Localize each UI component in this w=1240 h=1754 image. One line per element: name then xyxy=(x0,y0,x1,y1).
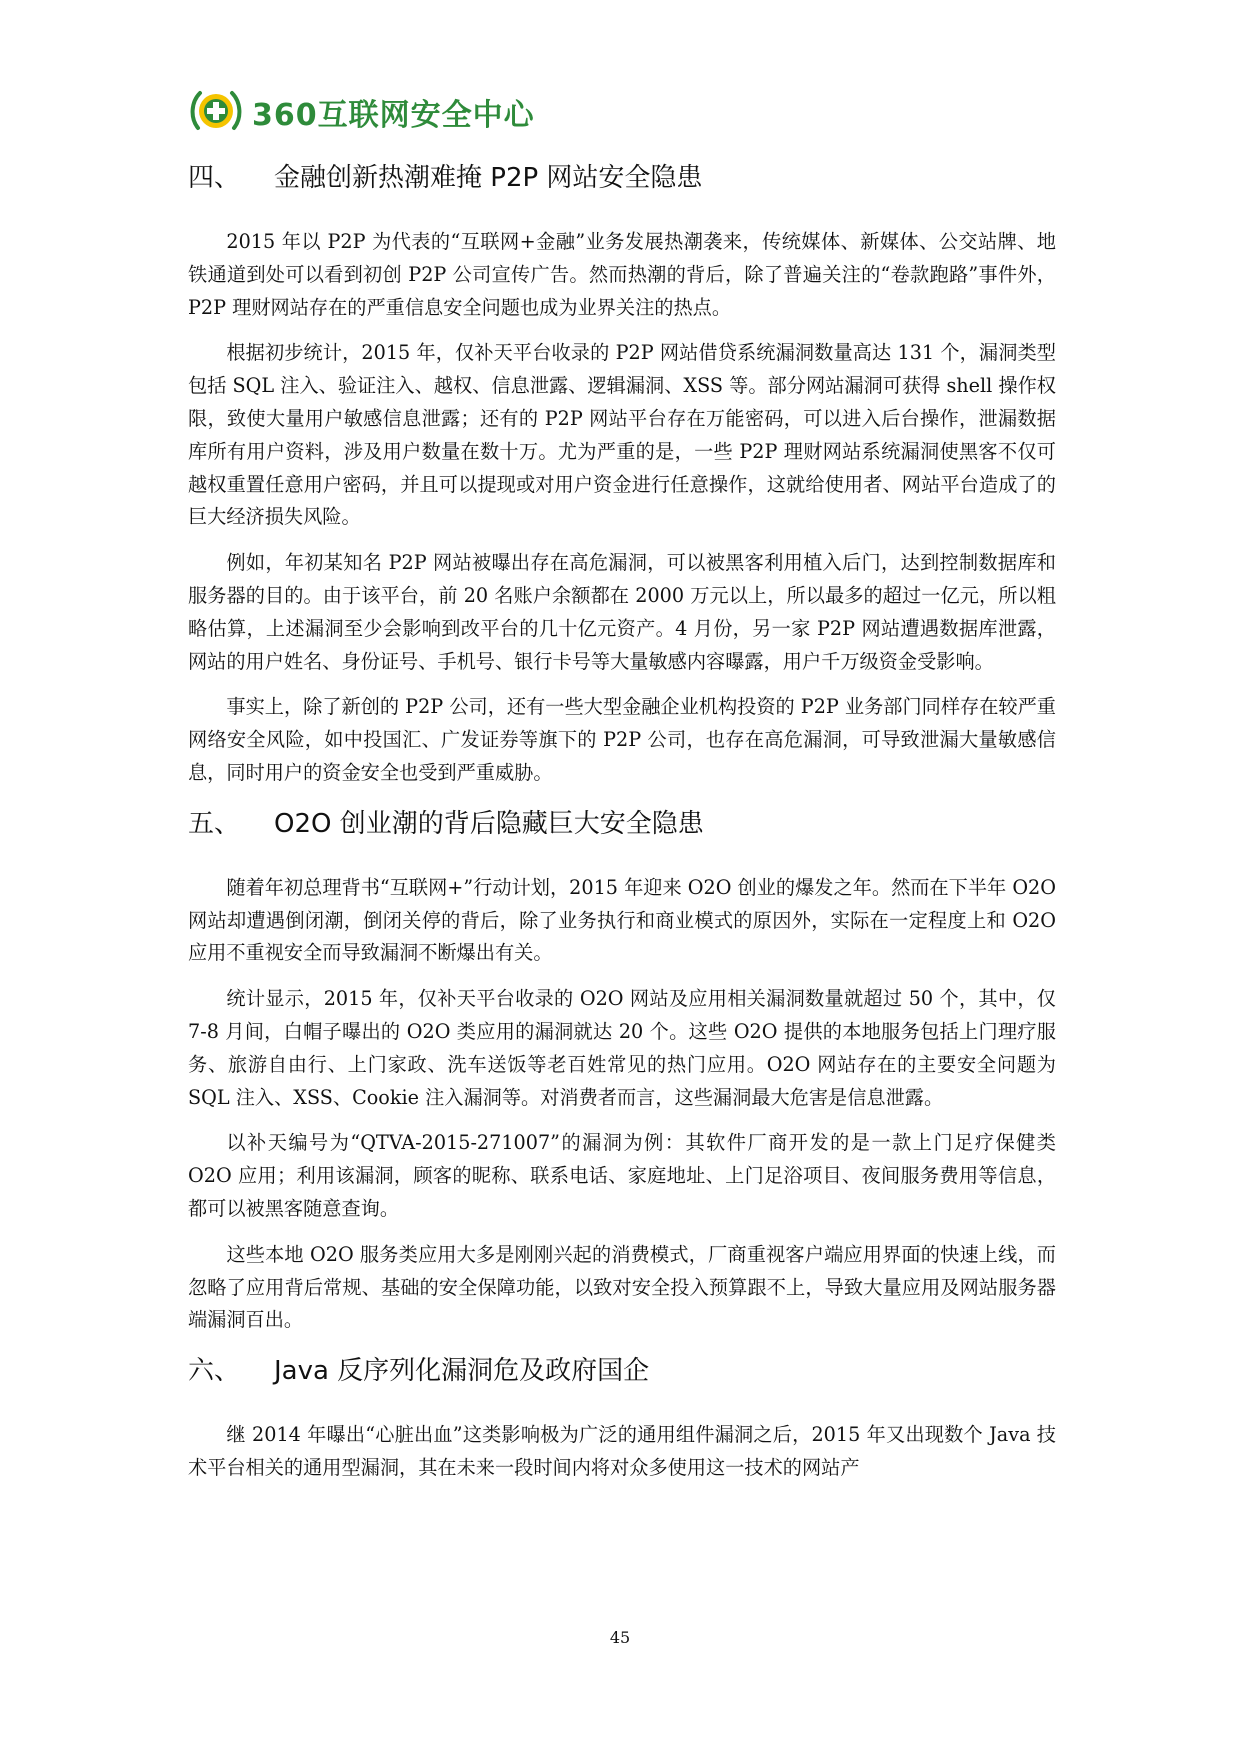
paragraph: 这些本地 O2O 服务类应用大多是刚刚兴起的消费模式，厂商重视客户端应用界面的快速上线，而忽略了应用背后常规、基础的安全保障功能，以致对安全投入预算跟不上，导致大量应用及网站服务器端漏洞百出。 xyxy=(188,1242,1056,1332)
section-number: 四、 xyxy=(188,163,241,193)
main-content xyxy=(188,158,1056,1498)
section-number: 五、 xyxy=(188,808,241,839)
paragraph: 例如，年初某知名 P2P 网站被曝出存在高危漏洞，可以被黑客利用植入后门，达到控制数据库和服务器的目的。由于该平台，前 20 名账户余额都在 2000 万元以上，所以最多的超过一亿元，所以粗略估算，上述漏洞至少会影响到改平台的几十亿元资产。4 月份，另一家 P2P 网站遭遇数据库泄露，网站的用户姓名、身份证号、手机号、银行卡号等大量敏感内容曝露，用户千万级资金受影响。 xyxy=(188,551,1056,673)
paragraph: 事实上，除了新创的 P2P 公司，还有一些大型金融企业机构投资的 P2P 业务部门同样存在较严重网络安全风险，如中投国汇、广发证券等旗下的 P2P 公司，也存在高危漏洞，可导致泄漏大量敏感信息，同时用户的资金安全也受到严重威胁。 xyxy=(188,695,1056,784)
section-title: O2O 创业潮的背后隐藏巨大安全隐患 xyxy=(274,808,704,839)
section-heading xyxy=(188,1351,1056,1391)
paragraph: 随着年初总理背书“互联网+”行动计划，2015 年迎来 O2O 创业的爆发之年。然而在下半年 O2O 网站却遭遇倒闭潮，倒闭关停的背后，除了业务执行和商业模式的原因外，实际在一定程度上和 O2O 应用不重视安全而导致漏洞不断爆出有关。 xyxy=(188,875,1056,965)
section-number: 六、 xyxy=(188,1356,241,1387)
section-4 xyxy=(188,158,1056,790)
section-6 xyxy=(188,1351,1056,1485)
logo-text: 360互联网安全中心 xyxy=(252,98,535,133)
page-number: 45 xyxy=(609,1628,631,1647)
section-title: Java 反序列化漏洞危及政府国企 xyxy=(274,1356,650,1387)
paragraph: 根据初步统计，2015 年，仅补天平台收录的 P2P 网站借贷系统漏洞数量高达 131 个，漏洞类型包括 SQL 注入、验证注入、越权、信息泄露、逻辑漏洞、XSS 等。部分网站漏洞可获得 shell 操作权限，致使大量用户敏感信息泄露；还有的 P2P 网站平台存在万能密码，可以进入后台操作，泄漏数据库所有用户资料，涉及用户数量在数十万。尤为严重的是，一些 P2P 理财网站系统漏洞使黑客不仅可越权重置任意用户密码，并且可以提现或对用户资金进行任意操作，这就给使用者、网站平台造成了的巨大经济损失风险。 xyxy=(188,341,1056,529)
report-header xyxy=(188,84,535,140)
section-title: 金融创新热潮难掩 P2P 网站安全隐患 xyxy=(274,163,703,193)
paragraph: 统计显示，2015 年，仅补天平台收录的 O2O 网站及应用相关漏洞数量就超过 50 个，其中，仅 7-8 月间，白帽子曝出的 O2O 类应用的漏洞就达 20 个。这些 O2O 提供的本地服务包括上门理疗服务、旅游自由行、上门家政、洗车送饭等老百姓常见的热门应用。O2O 网站存在的主要安全问题为 SQL 注入、XSS、Cookie 注入漏洞等。对消费者而言，这些漏洞最大危害是信息泄露。 xyxy=(188,987,1056,1109)
paragraph: 以补天编号为“QTVA-2015-271007”的漏洞为例：其软件厂商开发的是一款上门足疗保健类 O2O 应用；利用该漏洞，顾客的昵称、联系电话、家庭地址、上门足浴项目、夜间服务费用等信息，都可以被黑客随意查询。 xyxy=(188,1131,1056,1220)
section-heading xyxy=(188,804,1056,844)
section-heading xyxy=(188,158,1056,198)
paragraph: 继 2014 年曝出“心脏出血”这类影响极为广泛的通用组件漏洞之后，2015 年又出现数个 Java 技术平台相关的通用型漏洞，其在未来一段时间内将对众多使用这一技术的网站产 xyxy=(188,1423,1056,1479)
section-5 xyxy=(188,804,1056,1337)
paragraph: 2015 年以 P2P 为代表的“互联网+金融”业务发展热潮袭来，传统媒体、新媒体、公交站牌、地铁通道到处可以看到初创 P2P 公司宣传广告。然而热潮的背后，除了普遍关注的“卷款跑路”事件外，P2P 理财网站存在的严重信息安全问题也成为业界关注的热点。 xyxy=(188,230,1056,319)
360-logo-icon xyxy=(188,84,244,140)
